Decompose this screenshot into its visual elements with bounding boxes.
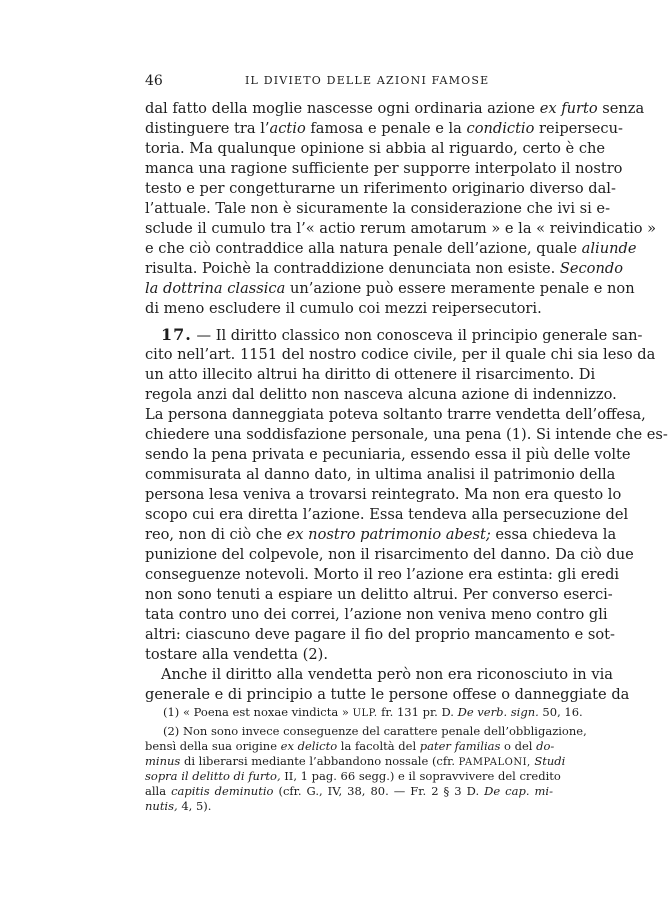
footnote-line [145, 705, 583, 720]
text-segment: risulta. Poichè la contraddizione denunciata non esiste. [145, 260, 560, 277]
text-segment: punizione del colpevole, non il risarcimento del danno. Da ciò due [145, 546, 634, 563]
text-segment: e che ciò contraddice alla natura penale dell’azione, quale [145, 240, 582, 257]
text-segment: — Il diritto classico non conosceva il principio generale san- [191, 327, 643, 344]
section-number: 17. [161, 325, 192, 344]
italic-phrase: la dottrina classica [145, 280, 286, 297]
text-segment: tostare alla vendetta (2). [145, 646, 328, 663]
text-line [145, 159, 623, 179]
text-segment: commisurata al danno dato, in ultima analisi il patrimonio della [145, 466, 616, 483]
text-segment: essa chiedeva la [490, 526, 617, 543]
text-segment: l’attuale. Tale non è sicuramente la considerazione che ivi si e- [145, 200, 611, 217]
text-line [145, 685, 630, 705]
text-line [145, 365, 596, 385]
italic-phrase: pater familias [419, 739, 501, 753]
text-segment: testo e per congetturarne un riferimento originario diverso dal- [145, 180, 616, 197]
text-line [145, 259, 623, 279]
running-title: IL DIVIETO DELLE AZIONI FAMOSE [245, 74, 490, 87]
footnote-line [145, 784, 553, 799]
text-line [145, 219, 657, 239]
text-segment: altri: ciascuno deve pagare il fio del proprio mancamento e sot- [145, 626, 615, 643]
italic-phrase: do- [536, 739, 555, 753]
text-segment: la facoltà del [337, 739, 420, 753]
text-line [145, 585, 613, 605]
text-segment: ULP. [352, 708, 378, 719]
text-segment: famosa e penale e la [305, 120, 467, 137]
text-segment: Anche il diritto alla vendetta però non era riconosciuto in via [161, 666, 613, 683]
text-line [145, 139, 606, 159]
text-segment: II, 1 pag. 66 segg.) e il sopravvivere del credito [280, 769, 561, 783]
text-line [145, 279, 635, 299]
text-segment: (cfr. G., IV, 38, 80. — Fr. 2 § 3 D. [273, 784, 485, 798]
text-line [145, 565, 620, 585]
text-line [145, 445, 631, 465]
text-segment: 4, 5). [177, 799, 212, 813]
text-segment: scopo cui era diretta l’azione. Essa tendeva alla persecuzione del [145, 506, 629, 523]
text-segment: un’azione può essere meramente penale e non [285, 280, 635, 297]
text-line [145, 465, 616, 485]
text-line [145, 299, 553, 319]
italic-phrase: condictio [466, 120, 535, 137]
text-line [145, 179, 616, 199]
text-line [145, 425, 668, 445]
text-segment: regola anzi dal delitto non nasceva alcuna azione di indennizzo. [145, 386, 617, 403]
italic-phrase: Studi [534, 754, 566, 768]
text-segment: persona lesa veniva a trovarsi reintegrato. Ma non era questo lo [145, 486, 622, 503]
italic-phrase: sopra il delitto di furto, [145, 769, 281, 783]
text-segment: sendo la pena privata e pecuniaria, essendo essa il più delle volte [145, 446, 631, 463]
text-segment: toria. Ma qualunque opinione si abbia al riguardo, certo è che [145, 140, 606, 157]
text-segment: dal fatto della moglie nascesse ogni ordinaria azione [145, 100, 540, 117]
page-number: 46 [145, 73, 163, 89]
text-segment: bensì della sua origine [145, 739, 281, 753]
text-segment: reo, non di ciò che [145, 526, 287, 543]
text-line [145, 645, 553, 665]
text-line [145, 99, 645, 119]
text-line [145, 625, 615, 645]
text-line [145, 199, 611, 219]
text-line [145, 405, 646, 425]
italic-phrase: ex furto [539, 100, 598, 117]
text-segment: non sono tenuti a espiare un delitto altrui. Per converso eserci- [145, 586, 613, 603]
italic-phrase: ex nostro patrimonio abest; [286, 526, 491, 543]
text-segment: generale e di principio a tutte le persone offese o danneggiate da [145, 686, 630, 703]
text-segment: conseguenze notevoli. Morto il reo l’azione era estinta: gli eredi [145, 566, 620, 583]
text-segment: chiedere una soddisfazione personale, una pena (1). Si intende che es- [145, 426, 668, 443]
italic-phrase: ex delicto [280, 739, 338, 753]
text-segment: sclude il cumulo tra l’« actio rerum amotarum » e la « reivindicatio » [145, 220, 657, 237]
text-segment: o del [500, 739, 537, 753]
text-segment: alla [145, 784, 172, 798]
text-line [145, 525, 617, 545]
footnote-line [145, 799, 553, 814]
text-segment: distinguere tra l’ [145, 120, 270, 137]
text-segment: senza [597, 100, 645, 117]
text-segment: tata contro uno dei correi, l’azione non veniva meno contro gli [145, 606, 608, 623]
text-line [145, 505, 629, 525]
text-segment: fr. 131 pr. D. [377, 705, 458, 719]
text-segment: PAMPALONI, [458, 757, 531, 768]
text-line [145, 665, 613, 685]
text-segment: cito nell’art. 1151 del nostro codice civile, per il quale chi sia leso da [145, 346, 656, 363]
footnote-line [145, 739, 553, 754]
italic-phrase: capitis deminutio [171, 784, 274, 798]
text-segment: reipersecu- [534, 120, 623, 137]
italic-phrase: nutis, [145, 799, 178, 813]
text-segment: 50, 16. [538, 705, 583, 719]
text-line [145, 385, 617, 405]
text-line [145, 345, 656, 365]
footnote-line [145, 754, 566, 769]
italic-phrase: De cap. mi- [484, 784, 553, 798]
italic-phrase: Secondo [559, 260, 623, 277]
italic-phrase: De verb. sign. [457, 705, 539, 719]
text-segment: manca una ragione sufficiente per supporre interpolato il nostro [145, 160, 623, 177]
page-header [145, 73, 553, 91]
text-segment: di meno escludere il cumulo coi mezzi reipersecutori. [145, 300, 542, 317]
text-segment: un atto illecito altrui ha diritto di ottenere il risarcimento. Di [145, 366, 596, 383]
text-line [145, 119, 623, 139]
text-line [145, 485, 622, 505]
text-line [145, 325, 643, 345]
text-line [145, 545, 634, 565]
footnote-line [145, 769, 561, 784]
text-segment: (1) « Poena est noxae vindicta » [163, 705, 353, 719]
text-segment: di liberarsi mediante l’abbandono nossale (cfr. [180, 754, 459, 768]
text-segment: La persona danneggiata poteva soltanto trarre vendetta dell’offesa, [145, 406, 646, 423]
italic-phrase: minus [145, 754, 181, 768]
text-segment: (2) Non sono invece conseguenze del carattere penale dell’obbligazione, [163, 724, 587, 738]
text-line [145, 239, 637, 259]
text-line [145, 605, 608, 625]
footnote-line [145, 724, 587, 739]
italic-phrase: actio [269, 120, 306, 137]
italic-phrase: aliunde [581, 240, 637, 257]
